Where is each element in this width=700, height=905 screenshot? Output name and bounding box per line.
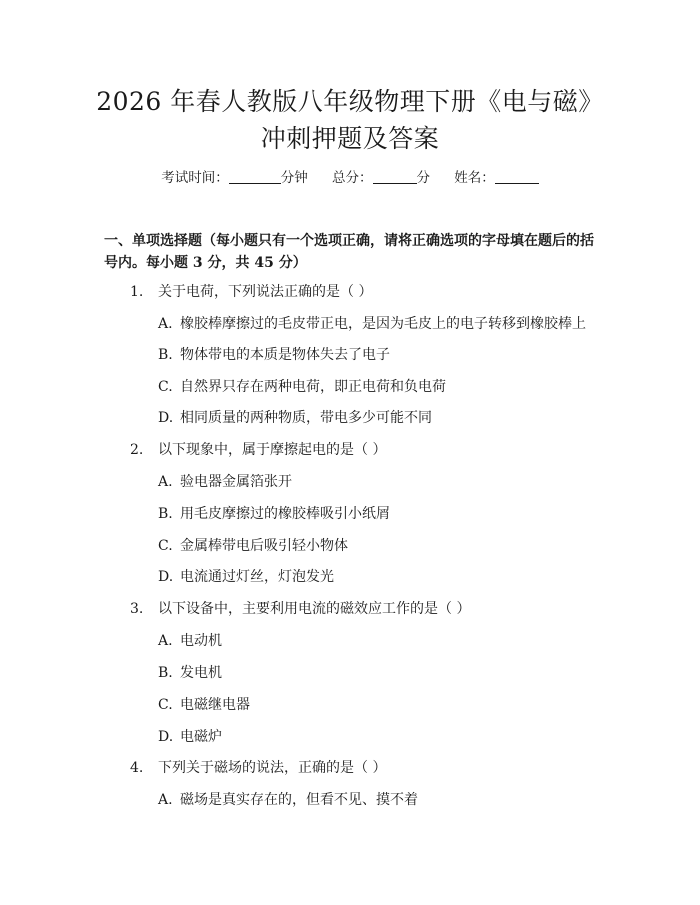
question-text: 以下设备中，主要利用电流的磁效应工作的是（ ）	[158, 601, 471, 617]
option-text: 发电机	[180, 665, 222, 681]
option-label: D.	[158, 729, 174, 745]
question	[130, 599, 470, 619]
option-text: 电流通过灯丝，灯泡发光	[180, 569, 334, 585]
question-number: 4.	[130, 760, 144, 776]
option-text: 电磁继电器	[180, 697, 250, 713]
option-label: C.	[158, 379, 173, 395]
option	[158, 408, 432, 428]
exam-time-label: 考试时间：	[161, 170, 229, 186]
option-text: 橡胶棒摩擦过的毛皮带正电，是因为毛皮上的电子转移到橡胶棒上	[180, 316, 586, 332]
option-label: A.	[158, 792, 173, 808]
student-name	[454, 168, 539, 188]
option-text: 用毛皮摩擦过的橡胶棒吸引小纸屑	[180, 506, 390, 522]
question	[130, 282, 372, 302]
question-text: 下列关于磁场的说法，正确的是（ ）	[158, 760, 387, 776]
option	[158, 377, 446, 397]
total-score	[332, 168, 430, 188]
exam-time-blank	[229, 169, 281, 184]
option-text: 电动机	[180, 633, 222, 649]
option-label: A.	[158, 316, 173, 332]
page-title-line-2: 冲刺押题及答案	[260, 124, 440, 153]
page-title-line-1: 2026 年春人教版八年级物理下册《电与磁》	[96, 87, 604, 116]
option-text: 相同质量的两种物质，带电多少可能不同	[180, 410, 432, 426]
option	[158, 631, 222, 651]
option-text: 金属棒带电后吸引轻小物体	[180, 538, 348, 554]
option	[158, 536, 348, 556]
question	[130, 440, 386, 460]
question-number: 2.	[130, 442, 144, 458]
option-text: 物体带电的本质是物体失去了电子	[180, 347, 390, 363]
option-label: B.	[158, 347, 173, 363]
option-text: 磁场是真实存在的，但看不见、摸不着	[180, 792, 418, 808]
student-name-label: 姓名：	[454, 170, 495, 186]
question-number: 3.	[130, 601, 144, 617]
option	[158, 345, 390, 365]
option-label: D.	[158, 569, 174, 585]
option	[158, 567, 334, 587]
option-text: 验电器金属箔张开	[180, 474, 292, 490]
question	[130, 758, 386, 778]
option-text: 自然界只存在两种电荷，即正电荷和负电荷	[180, 379, 446, 395]
option	[158, 790, 418, 810]
total-score-label: 总分：	[332, 170, 373, 186]
option	[158, 695, 250, 715]
student-name-blank	[495, 169, 539, 184]
exam-time-unit: 分钟	[280, 170, 308, 186]
option	[158, 663, 222, 683]
option-label: D.	[158, 410, 174, 426]
option-label: C.	[158, 697, 173, 713]
total-score-unit: 分	[416, 170, 430, 186]
question-text: 以下现象中，属于摩擦起电的是（ ）	[158, 442, 387, 458]
exam-time	[161, 168, 308, 188]
exam-meta	[0, 168, 700, 188]
option	[158, 727, 222, 747]
question-number: 1.	[130, 284, 144, 300]
option	[158, 504, 390, 524]
section-heading: 一、单项选择题（每小题只有一个选项正确，请将正确选项的字母填在题后的括号内。每小题 3 分，共 45 分）	[104, 233, 594, 271]
option-text: 电磁炉	[180, 729, 222, 745]
option-label: A.	[158, 474, 173, 490]
option-label: C.	[158, 538, 173, 554]
option	[158, 314, 586, 334]
option-label: B.	[158, 506, 173, 522]
total-score-blank	[373, 169, 417, 184]
option-label: B.	[158, 665, 173, 681]
option	[158, 472, 292, 492]
question-text: 关于电荷，下列说法正确的是（ ）	[158, 284, 373, 300]
option-label: A.	[158, 633, 173, 649]
